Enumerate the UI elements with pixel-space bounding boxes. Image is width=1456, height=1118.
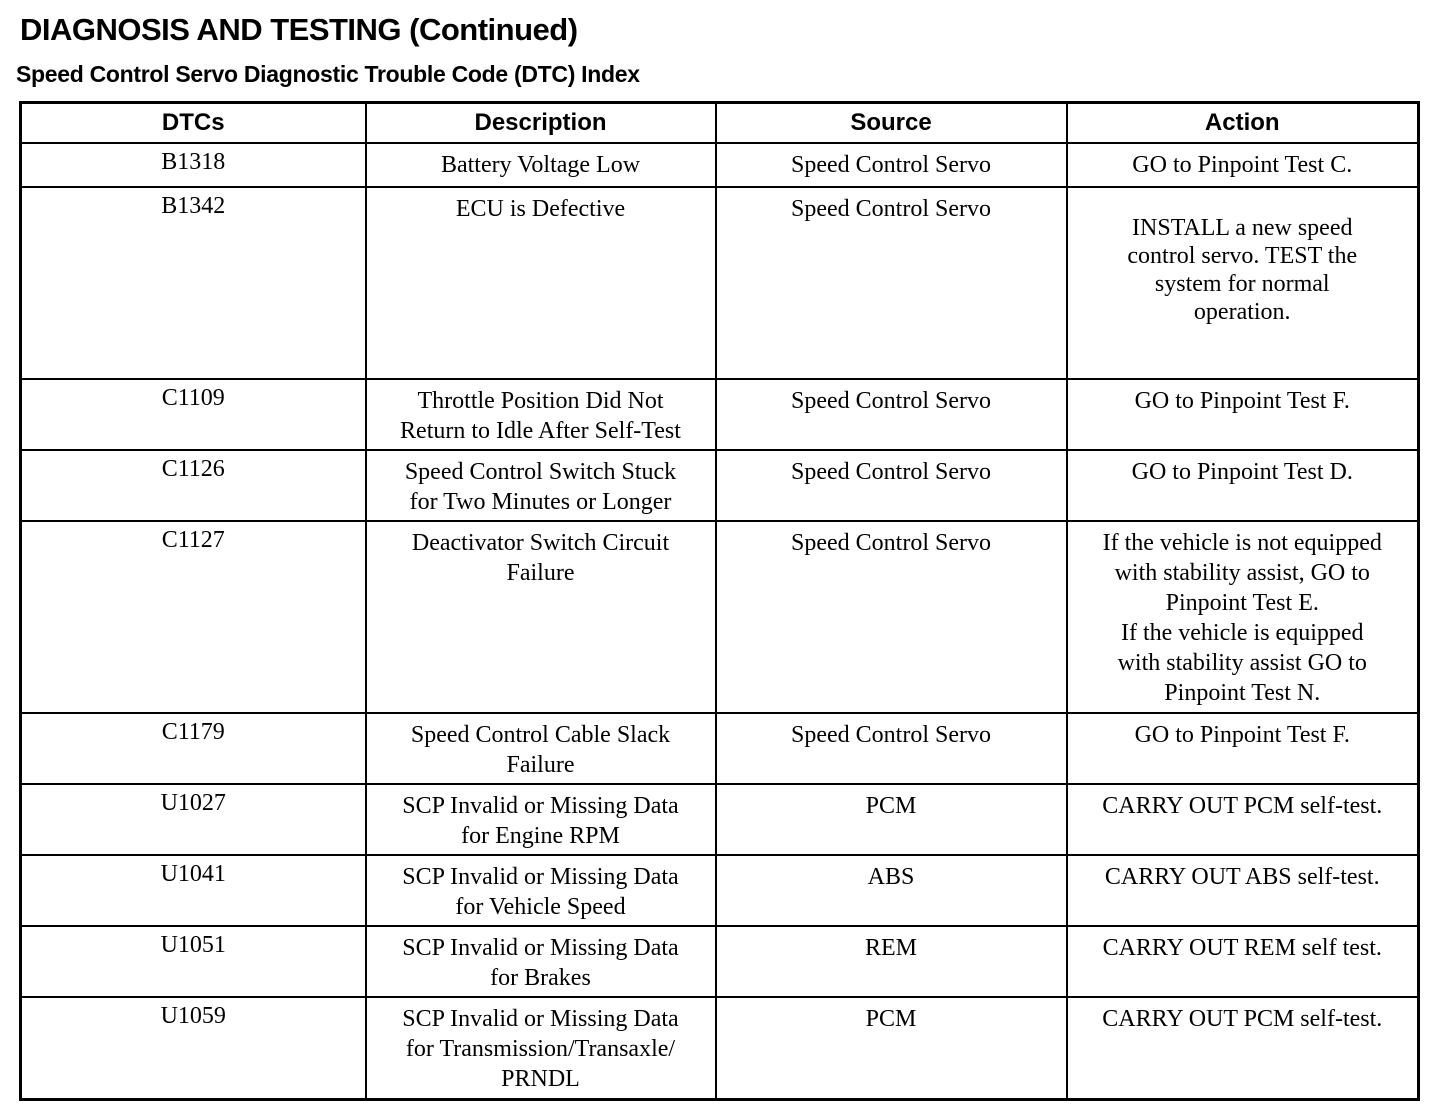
column-header-action: Action [1067,103,1419,144]
description-line: for Two Minutes or Longer [409,489,672,515]
dtc-code: U1027 [160,790,226,816]
description-line: Return to Idle After Self-Test [400,418,681,444]
action-line: If the vehicle is equipped [1120,620,1364,646]
source-cell [716,784,1067,855]
description-line: Failure [506,752,575,778]
description-cell [366,143,716,187]
source-text: Speed Control Servo [791,152,991,178]
source-cell [716,187,1067,379]
action-cell [1067,143,1419,187]
action-line: If the vehicle is not equipped [1102,530,1382,556]
table-row [21,855,1419,926]
action-line: GO to Pinpoint Test F. [1134,388,1350,414]
description-line: SCP Invalid or Missing Data [402,1006,679,1032]
description-line: for Engine RPM [461,823,620,849]
description-line: SCP Invalid or Missing Data [402,864,679,890]
source-text: Speed Control Servo [791,722,991,748]
table-row [21,997,1419,1099]
table-row [21,379,1419,450]
action-line: GO to Pinpoint Test C. [1132,152,1353,178]
source-text: Speed Control Servo [791,196,991,222]
description-line: for Vehicle Speed [455,894,626,920]
table-row [21,187,1419,379]
description-cell [366,450,716,521]
dtc-code-cell [21,713,366,784]
description-line: for Transmission/Transaxle/ [405,1036,676,1062]
action-line: GO to Pinpoint Test F. [1134,722,1350,748]
dtc-code: U1041 [160,861,226,887]
table-row [21,784,1419,855]
description-line: SCP Invalid or Missing Data [402,793,679,819]
action-cell [1067,521,1419,713]
dtc-code-cell [21,450,366,521]
table-row [21,713,1419,784]
description-cell [366,187,716,379]
description-cell [366,379,716,450]
column-header-source: Source [716,103,1067,144]
dtc-code-cell [21,926,366,997]
description-line: Throttle Position Did Not [417,388,664,414]
action-line: INSTALL a new speed [1132,215,1353,241]
action-line: GO to Pinpoint Test D. [1131,459,1353,485]
action-line: CARRY OUT PCM self-test. [1102,1006,1383,1032]
source-cell [716,926,1067,997]
description-line: Speed Control Cable Slack [410,722,671,748]
source-text: ABS [867,864,915,890]
dtc-code: B1342 [161,193,226,219]
description-line: Battery Voltage Low [440,152,641,178]
source-cell [716,450,1067,521]
dtc-code-cell [21,997,366,1099]
action-cell [1067,784,1419,855]
source-cell [716,855,1067,926]
page-title: DIAGNOSIS AND TESTING (Continued) [20,12,578,47]
description-line: Speed Control Switch Stuck [404,459,677,485]
action-line: CARRY OUT ABS self-test. [1104,864,1380,890]
action-line: control servo. TEST the [1127,243,1358,269]
action-line: operation. [1193,299,1291,325]
dtc-code: B1318 [161,149,226,175]
dtc-code-cell [21,521,366,713]
dtc-code-cell [21,855,366,926]
dtc-code: C1127 [161,527,225,553]
source-text: PCM [865,1006,917,1032]
dtc-code: U1051 [160,932,226,958]
source-cell [716,997,1067,1099]
description-cell [366,926,716,997]
source-cell [716,379,1067,450]
description-line: for Brakes [490,965,591,991]
source-text: PCM [865,793,917,819]
action-line: CARRY OUT PCM self-test. [1102,793,1383,819]
description-cell [366,784,716,855]
action-cell [1067,713,1419,784]
table-row [21,450,1419,521]
dtc-code: C1109 [161,385,225,411]
column-header-description: Description [366,103,716,144]
column-header-dtcs: DTCs [21,103,366,144]
action-cell [1067,926,1419,997]
source-text: Speed Control Servo [791,459,991,485]
dtc-code-cell [21,143,366,187]
action-cell [1067,379,1419,450]
action-line: with stability assist GO to [1117,650,1367,676]
source-text: Speed Control Servo [791,388,991,414]
action-cell [1067,450,1419,521]
action-line: CARRY OUT REM self test. [1102,935,1382,961]
action-line: Pinpoint Test N. [1164,680,1321,706]
action-cell [1067,855,1419,926]
dtc-code: U1059 [160,1003,226,1029]
action-line: system for normal [1154,271,1330,297]
source-cell [716,713,1067,784]
description-cell [366,997,716,1099]
table-row [21,926,1419,997]
description-cell [366,713,716,784]
dtc-code-cell [21,187,366,379]
dtc-code-cell [21,379,366,450]
source-text: REM [864,935,917,961]
dtc-code: C1179 [161,719,225,745]
dtc-code-cell [21,784,366,855]
dtc-code: C1126 [161,456,225,482]
action-cell [1067,997,1419,1099]
description-line: Failure [506,560,575,586]
description-cell [366,855,716,926]
description-line: Deactivator Switch Circuit [411,530,670,556]
table-row [21,143,1419,187]
table-row [21,521,1419,713]
source-text: Speed Control Servo [791,530,991,556]
source-cell [716,143,1067,187]
description-line: ECU is Defective [455,196,626,222]
dtc-index-table [19,101,1420,1101]
description-line: PRNDL [501,1066,580,1092]
action-cell [1067,187,1419,379]
table-title: Speed Control Servo Diagnostic Trouble Code (DTC) Index [16,61,640,87]
source-cell [716,521,1067,713]
action-line: with stability assist, GO to [1114,560,1370,586]
description-line: SCP Invalid or Missing Data [402,935,679,961]
table-header-row [21,103,1419,144]
description-cell [366,521,716,713]
action-line: Pinpoint Test E. [1165,590,1319,616]
